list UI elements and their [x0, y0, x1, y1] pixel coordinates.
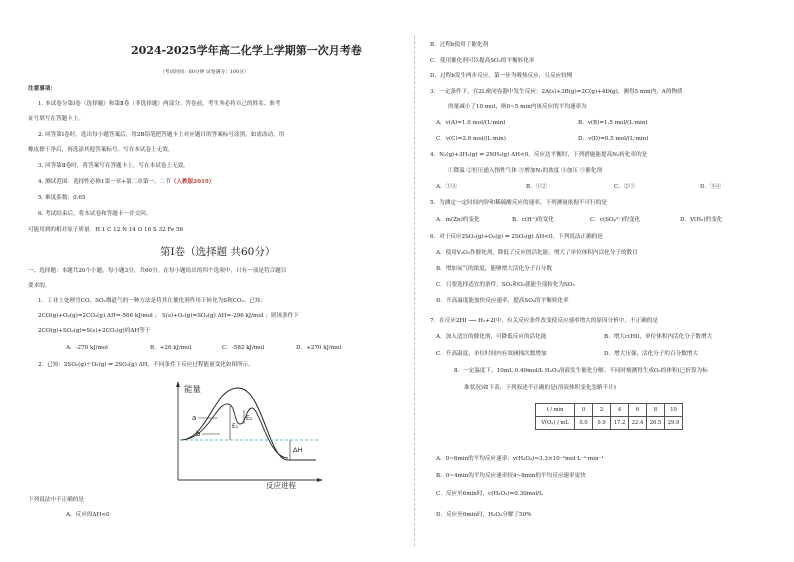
note-scope-highlight: （人教版2019） [170, 179, 215, 185]
energy-axis-y-arrow [176, 381, 180, 387]
note-line: 橡皮擦干净后，再选涂其他答案标号。写在本试卷上无效。 [28, 147, 174, 153]
notes-heading: 注意事项： [28, 86, 56, 92]
q2-option-c[interactable]: C．使用催化剂可以提高SO₂的平衡转化率 [430, 58, 535, 64]
q7-stem: 7．在反应2HI ⟶ H₂+2I中，有关反应条件改变使反应速率增大的原因分析中，不正确的是 [430, 318, 658, 324]
table-cell: 26.5 [647, 417, 665, 430]
q1-option-d[interactable]: D．+270 kJ/mol [296, 345, 342, 351]
column-divider [414, 36, 415, 546]
note-line: 5. 难度系数：0.65 [38, 195, 86, 201]
table-header-time: t / min [536, 404, 575, 417]
q1-stem: 1．工业上处理含CO、SO₂烟道气的一种方法是将其在催化剂作用下转化为S和CO₂。已知： [38, 298, 267, 304]
q5-option-b[interactable]: B．c(H⁺)的变化 [512, 217, 554, 223]
table-header-volume: V(O₂) / mL [536, 417, 575, 430]
q8-option-d[interactable]: D．反应至6min时，H₂O₂分解了50% [436, 512, 532, 518]
note-line: 3. 回答第Ⅱ卷时，将答案写在答题卡上。写在本试卷上无效。 [38, 163, 189, 169]
note-line: 证号填写在答题卡上。 [28, 116, 84, 122]
q1-option-b[interactable]: B．+26 kJ/mol [150, 345, 192, 351]
note-line: 6. 考试结束后，将本试卷和答题卡一并交回。 [38, 211, 152, 217]
q2-option-a[interactable]: A．反应的ΔH<0 [66, 512, 110, 518]
q5-option-c[interactable]: C．c(SO₄²⁻)的变化 [590, 217, 641, 223]
table-cell: 2 [593, 404, 611, 417]
label-delta-h: ΔH [293, 446, 303, 454]
exam-info: （考试时间：60分钟 试卷满分：100分） [160, 70, 249, 75]
q6-option-a[interactable]: A．使用V₂O₅作催化剂，降低了反应的活化能，增大了单位体积内活化分子的数目 [436, 250, 638, 256]
q6-option-b[interactable]: B．增加氧气的浓度，能够增大活化分子百分数 [436, 266, 552, 272]
table-cell: 29.9 [665, 417, 683, 430]
table-cell: 4 [611, 404, 629, 417]
table-cell: 6 [629, 404, 647, 417]
q3-option-b[interactable]: B．v(B)=1.5 mol/(L·min) [578, 120, 648, 126]
q5-option-a[interactable]: A．m(Zn)的变化 [436, 217, 480, 223]
q8-option-b[interactable]: B．0~4min的平均反应速率较4~8min的平均反应速率更快 [436, 473, 586, 479]
q7-option-d[interactable]: D．增大压强，活化分子的百分数增大 [604, 351, 698, 357]
q1-stem: 2CO(g)+O₂(g)=2CO₂(g) ΔH=-566 kJ/mol ； S(s)+O₂(g)=SO₂(g) ΔH=-296 kJ/mol ；则该条件下 [38, 313, 299, 319]
q4-option-d[interactable]: D．③④ [700, 184, 722, 190]
q3-option-a[interactable]: A．v(A)=1.0 mol/(L·min) [436, 120, 506, 126]
q4-option-c[interactable]: C．②⑤ [614, 184, 636, 190]
q8-stem: 准状况)如下表，下列叙述不正确的是(溶液体积变化忽略不计) [464, 385, 616, 391]
q2-question: 下列说法中不正确的是 [28, 497, 84, 503]
q4-stem: 4．N₂(g)+3H₂(g) ⇌ 2NH₃(g) ΔH<0。反应达平衡时，下列措施能提高N₂转化率的是 [430, 152, 648, 158]
table-cell: 17.2 [611, 417, 629, 430]
q5-stem: 5．为测定一定时间内锌和稀硫酸反应的速率，下列测量依据不可行的是 [430, 200, 607, 206]
q5-option-d[interactable]: D．V(H₂)的变化 [680, 217, 723, 223]
table-row [536, 404, 683, 417]
energy-axis-y-label: 能量 [184, 385, 202, 395]
note-scope-text: 4. 测试范围：选择性必修1第一章+第二章第一、二节 [38, 179, 171, 185]
q8-option-c[interactable]: C．反应至6min时，c(H₂O₂)=0.30mol/L [436, 491, 543, 497]
q1-option-c[interactable]: C．-582 kJ/mol [222, 345, 265, 351]
label-e2: E₂ [246, 415, 253, 422]
q7-option-c[interactable]: C．升高温度，单位时间内有效碰撞次数增加 [436, 351, 547, 357]
q3-option-c[interactable]: C．v(C)=2.0 mol/(L·min) [436, 136, 506, 142]
q3-stem: 3．一定条件下，在2L密闭容器中发生反应：2A(s)+3B(g)=2C(g)+4D(g)，测得5 min内，A的物质 [430, 89, 683, 95]
table-cell: 9.9 [593, 417, 611, 430]
section-title: 第Ⅰ卷（选择题 共60分） [160, 246, 276, 258]
q6-option-d[interactable]: D．升高温度能加快反应速率，提高SO₂的平衡转化率 [436, 298, 569, 304]
table-cell: 22.4 [629, 417, 647, 430]
energy-axis-x-label: 反应进程 [266, 481, 296, 490]
table-cell: 0.0 [575, 417, 593, 430]
q3-option-d[interactable]: D．v(D)=0.5 mol/(L·min) [578, 136, 649, 142]
q6-option-c[interactable]: C．只要选择适宜的条件，SO₂和O₂就能全部转化为SO₃ [436, 282, 575, 288]
page-title: 2024-2025学年高二化学上学期第一次月考卷 [131, 44, 362, 57]
table-cell: 0 [575, 404, 593, 417]
q1-option-a[interactable]: A．-270 kJ/mol [66, 345, 108, 351]
q2-option-b[interactable]: B．过程b使用了催化剂 [430, 42, 489, 48]
label-b: b [196, 430, 201, 438]
table-cell: 10 [665, 404, 683, 417]
energy-diagram [168, 378, 328, 490]
q4-option-b[interactable]: B．①② [526, 184, 547, 190]
label-a: a [192, 414, 197, 422]
note-line: 1. 本试卷分第Ⅰ卷（选择题）和第Ⅱ卷（非选择题）两部分。答卷前，考生务必将自己的姓名、准考 [38, 101, 281, 107]
q7-option-b[interactable]: B．增大c(HI)，单位体积内活化分子数增大 [604, 334, 713, 340]
table-row [536, 417, 683, 430]
q8-stem: 8．一定温度下，10mL 0.40mol/L H₂O₂溶液发生催化分解。不同时刻测得生成O₂的体积(已折算为标 [454, 368, 708, 374]
q8-data-table [535, 403, 683, 430]
q4-choices: ①降温 ②恒压通入惰性气体 ③增加N₂的浓度 ④加压 ⑤催化剂 [448, 168, 603, 174]
note-line: 2. 回答第Ⅰ卷时，选出每小题答案后，用2B铅笔把答题卡上对应题目的答案标号涂黑。如需改动，用 [38, 132, 285, 138]
q1-stem: 2CO(g)+SO₂(g)=S(s)+2CO₂(g)的ΔH等于 [38, 328, 151, 334]
note-line-scope [38, 179, 214, 186]
section-intro: 要求的。 [28, 283, 51, 289]
q2-stem: 2．已知：2SO₂(g)＋O₂(g) ⇌ 2SO₃(g) ΔH，不同条件下反应过程能量变化如图所示。 [38, 362, 254, 368]
q2-option-d[interactable]: D．过程b发生两步反应，第一步为吸热反应，且反应较慢 [430, 73, 573, 79]
atomic-masses: 可能用到的相对原子质量：H 1 C 12 N 14 O 16 S 32 Fe 56 [28, 227, 184, 233]
q3-stem: 的量减小了10 mol，则0~5 min内该反应的平均速率为 [448, 104, 587, 110]
label-e1: E₁ [232, 423, 239, 430]
energy-axis-x-arrow [317, 478, 323, 482]
q8-option-a[interactable]: A．0~6min的平均反应速率：v(H₂O₂)≈3.3×10⁻²mol·L⁻¹·min⁻¹ [436, 456, 604, 462]
table-cell: 8 [647, 404, 665, 417]
q4-option-a[interactable]: A．①④ [436, 184, 457, 190]
q6-stem: 6．对于反应2SO₂(g)+O₂(g) ⇌ 2SO₃(g) ΔH<0，下列说法正确的是 [430, 234, 603, 240]
q7-option-a[interactable]: A．加入适宜的催化剂，可降低反应的活化能 [436, 334, 547, 340]
section-intro: 一、选择题：本题共20个小题，每小题3分，共60分。在每小题给出的四个选项中，只有一项是符合题目 [28, 268, 287, 274]
